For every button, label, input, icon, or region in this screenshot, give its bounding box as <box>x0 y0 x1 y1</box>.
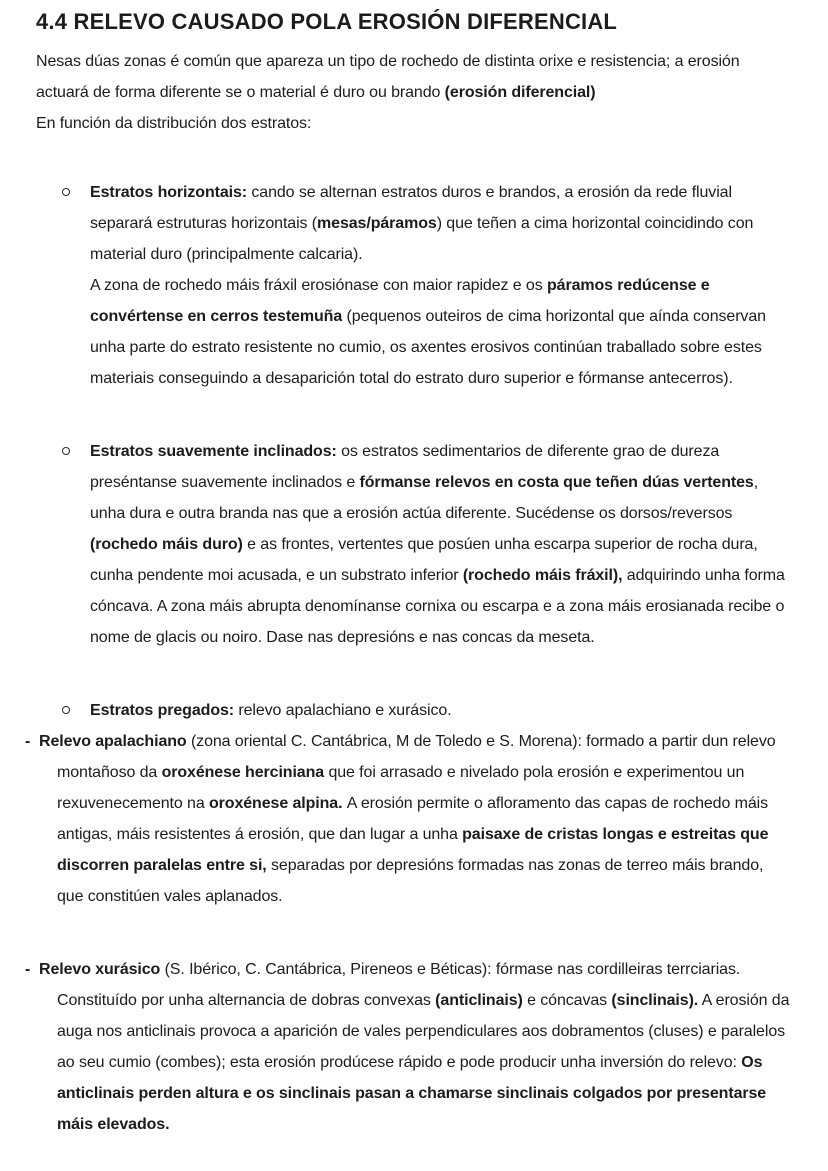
circle-bullet-icon <box>62 447 70 455</box>
intro-subheading: En función da distribución dos estratos: <box>36 115 312 132</box>
dash-bullet-icon: - <box>25 733 31 750</box>
circle-bullet-icon <box>62 188 70 196</box>
bullet-text: Estratos suavemente inclinados: os estratos sedimentarios de diferente grao de dureza preséntanse suavemente inclinados e fórmanse relevos en costa que teñen dúas vertentes, unha dura e outra branda nas que a erosión actúa diferente. Sucédense os dorsos/reversos (rochedo máis duro) e as frontes, vertentes que posúen unha escarpa superior de rocha dura, cunha pendente moi acusada, e un substrato inferior (rochedo máis fráxil), adquirindo unha forma cóncava. A zona máis abrupta denomínanse cornixa ou escarpa e a zona máis erosianada recibe o nome de glacis ou noiro. Dase nas depresións e nas concas da meseta. <box>90 443 785 646</box>
bullet-item-estratos-pregados <box>36 695 792 726</box>
bullet-text: Estratos pregados: relevo apalachiano e xurásico. <box>90 702 452 719</box>
dash-item-relevo-apalachiano <box>25 726 792 912</box>
bullet-continuation-cerros-testemuna: A zona de rochedo máis fráxil erosiónase con maior rapidez e os páramos redúcense e convértense en cerros testemuña (pequenos outeiros de cima horizontal que aínda conservan unha parte do estrato resistente no cumio, os axentes erosivos continúan traballado sobre estes materiais conseguindo a desaparición total do estrato duro superior e fórmanse antecerros). <box>90 277 766 387</box>
dash-bullet-icon: - <box>25 961 31 978</box>
dash-text: Relevo xurásico (S. Ibérico, C. Cantábrica, Pireneos e Béticas): fórmase nas cordilleiras terrciarias. Constituído por unha alternancia de dobras convexas (anticlinais) e cóncavas (sinclinais). A erosión da auga nos anticlinais provoca a aparición de vales perpendiculares aos dobramentos (cluses) e paralelos ao seu cumio (combes); esta erosión prodúcese rápido e pode producir unha inversión do relevo: Os anticlinais perden altura e os sinclinais pasan a chamarse sinclinais colgados por presentarse máis elevados. <box>39 961 790 1133</box>
bullet-item-estratos-suavemente-inclinados <box>36 436 792 653</box>
dash-text: Relevo apalachiano (zona oriental C. Cantábrica, M de Toledo e S. Morena): formado a partir dun relevo montañoso da oroxénese herciniana que foi arrasado e nivelado pola erosión e experimentou un rexuvenecemento na oroxénese alpina. A erosión permite o afloramento das capas de rochedo máis antigas, máis resistentes á erosión, que dan lugar a unha paisaxe de cristas longas e estreitas que discorren paralelas entre si, separadas por depresións formadas nas zonas de terreo máis brando, que constitúen vales aplanados. <box>39 733 776 905</box>
circle-bullet-icon <box>62 706 70 714</box>
intro-paragraph: Nesas dúas zonas é común que apareza un tipo de rochedo de distinta orixe e resistencia; a erosión actuará de forma diferente se o material é duro ou brando (erosión diferencial) <box>36 53 740 101</box>
page-title: 4.4 RELEVO CAUSADO POLA EROSIÓN DIFERENCIAL <box>36 9 618 34</box>
dash-item-relevo-xurasico <box>25 954 792 1140</box>
bullet-item-estratos-horizontais <box>36 177 792 270</box>
bullet-text: Estratos horizontais: cando se alternan estratos duros e brandos, a erosión da rede fluvial separará estruturas horizontais (mesas/páramos) que teñen a cima horizontal coincidindo con material duro (principalmente calcaria). <box>90 184 754 263</box>
